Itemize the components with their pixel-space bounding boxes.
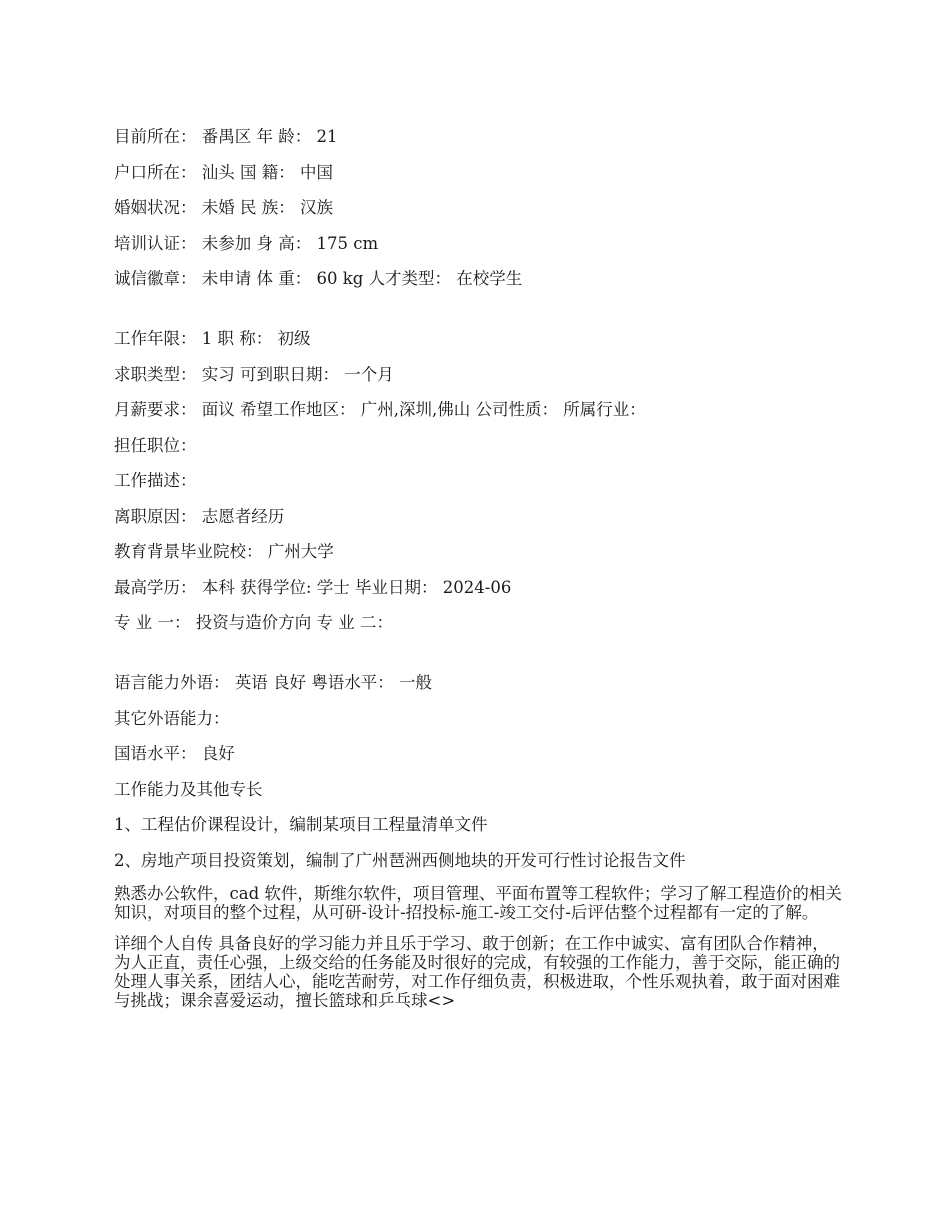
marital-status-line: 婚姻状况： 未婚 民 族： 汉族 xyxy=(114,198,333,217)
work-years-line: 工作年限： 1 职 称： 初级 xyxy=(114,329,311,348)
mandarin-level-line: 国语水平： 良好 xyxy=(114,744,235,763)
household-registration-line: 户口所在： 汕头 国 籍： 中国 xyxy=(114,162,333,182)
resume-document xyxy=(114,125,844,1022)
highest-education-line: 最高学历： 本科 获得学位: 学士 毕业日期： 2024-06 xyxy=(114,577,512,597)
salary-requirement-line: 月薪要求： 面议 希望工作地区： 广州,深圳,佛山 公司性质： 所属行业： xyxy=(114,400,646,419)
job-type-line: 求职类型： 实习 可到职日期： 一个月 xyxy=(114,364,394,384)
language-ability-line: 语言能力外语： 英语 良好 粤语水平： 一般 xyxy=(114,673,432,692)
current-location-line: 目前所在： 番禺区 年 龄： 21 xyxy=(114,127,338,146)
training-certification-line: 培训认证： 未参加 身 高： 175 cm xyxy=(114,233,379,253)
software-skills-paragraph: 熟悉办公软件，cad 软件，斯维尔软件，项目管理、平面布置等工程软件；学习了解工程造价的相关知识，对项目的整个过程，从可研-设计-招投标-施工-竣工交付-后评估整个过程都有一定的了解。 xyxy=(114,884,842,922)
skill-item-2: 2、房地产项目投资策划，编制了广州琶洲西侧地块的开发可行性讨论报告文件 xyxy=(114,850,686,870)
job-description-line: 工作描述： xyxy=(114,471,197,490)
position-held-line: 担任职位： xyxy=(114,435,197,455)
skills-heading: 工作能力及其他专长 xyxy=(114,779,263,799)
leaving-reason-line: 离职原因： 志愿者经历 xyxy=(114,506,285,526)
education-school-line: 教育背景毕业院校： 广州大学 xyxy=(114,542,334,561)
skill-item-1: 1、工程估价课程设计，编制某项目工程量清单文件 xyxy=(114,815,488,834)
self-introduction-paragraph: 详细个人自传 具备良好的学习能力并且乐于学习、敢于创新；在工作中诚实、富有团队合作精神，为人正直，责任心强，上级交给的任务能及时很好的完成，有较强的工作能力，善于交际，能正确的处理人事关系，团结人心，能吃苦耐劳，对工作仔细负责，积极进取，个性乐观执着，敢于面对困难与挑战；课余喜爱运动，擅长篮球和乒乓球<> xyxy=(114,934,840,1010)
integrity-badge-line: 诚信徽章： 未申请 体 重： 60 kg 人才类型： 在校学生 xyxy=(114,269,523,288)
major-line: 专 业 一： 投资与造价方向 专 业 二： xyxy=(114,613,393,632)
other-language-line: 其它外语能力： xyxy=(114,708,230,728)
